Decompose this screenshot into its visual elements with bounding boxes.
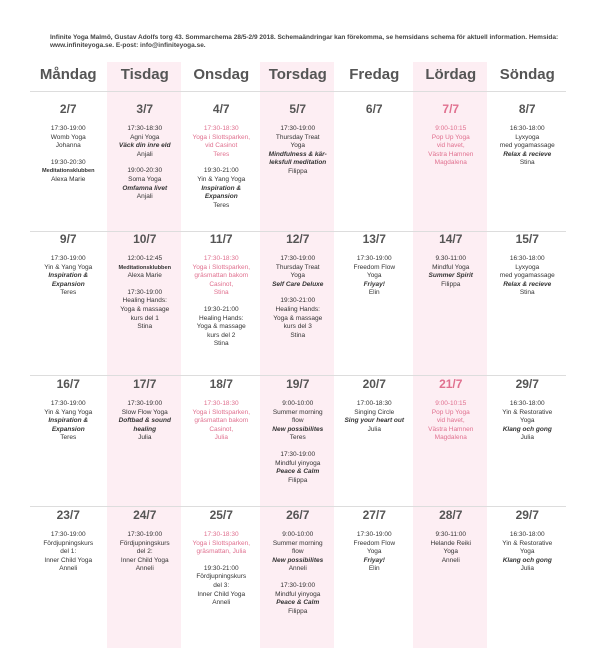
event-line: med yogamassage <box>499 142 555 150</box>
event-time: 16:30-18:00 <box>509 400 545 407</box>
class-event <box>185 306 258 349</box>
event-line: Yoga & massage <box>196 323 246 331</box>
event-line: Stina <box>213 340 229 348</box>
event-line: kurs del 3 <box>283 323 312 331</box>
class-event <box>491 400 564 443</box>
class-event <box>491 125 564 168</box>
class-event <box>262 531 335 574</box>
event-line: Soma Yoga <box>128 175 162 183</box>
event-line: Fördjupningskurs <box>43 539 94 547</box>
class-event <box>262 125 335 177</box>
day-header-thursday: Torsdag <box>268 66 327 83</box>
date-label: 8/7 <box>518 102 536 116</box>
event-line: Lyxyoga <box>515 133 540 141</box>
date-label: 2/7 <box>59 102 77 116</box>
event-time: 17:30-19:00 <box>280 255 316 262</box>
day-header-monday: Måndag <box>39 66 97 83</box>
event-time: 17:30-18:30 <box>203 531 239 538</box>
event-line: Peace & Calm <box>276 468 320 476</box>
event-line: Fördjupningskurs <box>119 539 170 547</box>
event-line: Yoga i Slottsparken, <box>192 539 251 547</box>
date-label: 20/7 <box>362 377 386 391</box>
date-label: 28/7 <box>439 508 463 522</box>
event-line: Stina <box>519 159 535 167</box>
class-event <box>32 400 105 443</box>
event-line: leksfull meditation <box>269 159 327 167</box>
week-row-4 <box>30 498 566 624</box>
event-line: Yoga <box>519 417 535 425</box>
event-line: Anneli <box>59 565 78 573</box>
event-line: Inspiration & <box>201 184 242 192</box>
event-line: Teres <box>213 150 230 158</box>
event-line: Klang och gong <box>502 425 552 433</box>
day-cell <box>183 92 260 218</box>
class-event <box>109 125 182 159</box>
event-line: Healing Hands: <box>122 297 167 305</box>
event-line: Stina <box>213 289 229 297</box>
event-line: Västra Hamnen <box>428 150 474 158</box>
event-line: Yin & Yang Yoga <box>197 175 246 183</box>
event-time: 19:30-21:00 <box>203 167 239 175</box>
day-cell <box>30 367 107 493</box>
event-time: 9.30-11:00 <box>435 255 467 262</box>
event-line: Stina <box>519 289 535 297</box>
event-line: del 3: <box>213 581 230 589</box>
day-cell <box>336 367 413 493</box>
class-event <box>32 159 105 185</box>
class-event <box>491 255 564 298</box>
header-note: Infinite Yoga Malmö, Gustav Adolfs torg 43. Sommarchema 28/5-2/9 2018. Schemaändringar kan förekomma, se hemsidans schema för aktuell information. Hemsida: www.infiniteyoga.se. E-post: info@infiniteyoga.se. <box>50 34 559 49</box>
event-line: del 1: <box>60 548 77 556</box>
event-line: Julia <box>520 565 534 573</box>
date-label: 13/7 <box>362 232 386 246</box>
day-header-friday: Fredag <box>349 66 400 83</box>
event-line: Julia <box>214 434 228 442</box>
date-label: 23/7 <box>56 508 80 522</box>
event-line: Elin <box>368 565 380 573</box>
day-cell <box>489 498 566 624</box>
event-line: Johanna <box>55 142 81 150</box>
event-line: Omfamna livet <box>122 184 168 192</box>
event-line: Yoga <box>290 142 306 150</box>
event-line: Casinot, <box>209 425 234 433</box>
event-line: gräsmattan bakom <box>194 417 249 425</box>
week-row-2 <box>30 222 566 357</box>
event-line: Casinot, <box>209 280 234 288</box>
event-line: Yoga <box>290 272 306 280</box>
event-time: 9:00-10:00 <box>282 531 314 538</box>
event-line: Väck din inre eld <box>118 142 171 150</box>
event-line: Self Care Deluxe <box>272 280 324 288</box>
week-row-1 <box>30 92 566 218</box>
day-cell <box>413 498 490 624</box>
class-event <box>185 255 258 298</box>
class-event <box>415 125 488 168</box>
event-line: Yin & Yang Yoga <box>44 408 93 416</box>
event-line: Filippa <box>288 167 308 175</box>
date-label: 3/7 <box>136 102 154 116</box>
event-line: flow <box>291 548 304 556</box>
event-line: Filippa <box>441 280 461 288</box>
date-label: 29/7 <box>515 508 539 522</box>
event-time: 17:30-19:00 <box>50 400 86 407</box>
date-label: 15/7 <box>515 232 539 246</box>
event-line: Expansion <box>204 193 238 201</box>
event-line: Thursday Treat <box>275 133 320 141</box>
event-line: Mindful yinyoga <box>275 590 321 598</box>
event-line: Agni Yoga <box>130 133 160 141</box>
class-event <box>338 400 411 434</box>
event-line: Healing Hands: <box>275 305 320 313</box>
day-header-wednesday: Onsdag <box>193 66 250 83</box>
event-line: Anjali <box>136 150 153 158</box>
date-label: 7/7 <box>442 102 460 116</box>
event-line: Inner Child Yoga <box>120 556 169 564</box>
event-time: 17:30-19:00 <box>280 125 316 132</box>
event-line: Thursday Treat <box>275 263 320 271</box>
day-cell <box>413 222 490 357</box>
date-label: 9/7 <box>59 232 77 246</box>
day-cell <box>489 222 566 357</box>
event-line: Summer morning <box>272 539 323 547</box>
day-cell <box>260 92 337 218</box>
event-line: gräsmattan bakom <box>194 272 249 280</box>
class-event <box>262 297 335 340</box>
day-cell <box>107 498 184 624</box>
event-line: Yin & Yang Yoga <box>44 263 93 271</box>
class-event <box>185 167 258 210</box>
event-line: Stina <box>137 323 153 331</box>
day-cell <box>183 222 260 357</box>
event-line: Inspiration & <box>48 272 89 280</box>
event-line: Expansion <box>51 280 85 288</box>
class-event <box>32 531 105 574</box>
day-cell <box>260 367 337 493</box>
date-label: 29/7 <box>515 377 539 391</box>
event-time: 9:00-10:15 <box>435 400 467 407</box>
date-label: 4/7 <box>212 102 230 116</box>
event-time: 17:30-19:00 <box>50 255 86 262</box>
date-label: 11/7 <box>209 232 233 246</box>
day-cell <box>107 222 184 357</box>
event-line: Yoga & massage <box>120 305 170 313</box>
event-line: kurs del 2 <box>207 331 236 339</box>
event-time: 19:30-21:00 <box>203 305 239 313</box>
day-cell <box>413 92 490 218</box>
day-cell <box>489 92 566 218</box>
event-line: Julia <box>138 434 152 442</box>
event-line: Julia <box>367 425 381 433</box>
class-event <box>109 289 182 332</box>
event-line: Expansion <box>51 425 85 433</box>
class-event <box>109 255 182 281</box>
event-line: Yin & Restorative <box>502 539 553 547</box>
event-line: healing <box>133 425 157 433</box>
event-line: Mindfulness & kär- <box>268 150 327 158</box>
event-line: Anneli <box>135 565 154 573</box>
class-event <box>32 125 105 151</box>
event-line: Anjali <box>136 193 153 201</box>
day-header-row <box>30 62 566 84</box>
date-label: 12/7 <box>286 232 310 246</box>
event-line: Yoga i Slottsparken, <box>192 408 251 416</box>
event-line: Yoga i Slottsparken, <box>192 263 251 271</box>
day-header-saturday: Lördag <box>425 66 477 83</box>
event-line: Teres <box>60 434 77 442</box>
event-line: Anneli <box>288 565 307 573</box>
event-time: 17:30-19:00 <box>50 531 86 538</box>
event-line: Summer Spirit <box>428 272 473 280</box>
date-label: 24/7 <box>133 508 157 522</box>
day-cell <box>107 367 184 493</box>
event-time: 17:30-18:30 <box>127 125 163 132</box>
event-line: Inner Child Yoga <box>44 556 93 564</box>
day-cell <box>336 92 413 218</box>
class-event <box>185 400 258 443</box>
day-cell <box>30 498 107 624</box>
event-line: New possibilites <box>272 425 324 433</box>
event-time: 19:30-20:30 <box>50 158 86 166</box>
class-event <box>185 565 258 608</box>
day-cell <box>30 92 107 218</box>
class-event <box>415 255 488 289</box>
event-line: Filippa <box>288 607 308 615</box>
event-line: Anneli <box>441 556 460 564</box>
event-line: Alexa Marie <box>51 175 86 183</box>
event-line: Helande Reiki <box>430 539 471 547</box>
class-event <box>262 451 335 485</box>
event-time: 17:30-18:30 <box>203 400 239 407</box>
date-label: 19/7 <box>286 377 310 391</box>
event-line: Klang och gong <box>502 556 552 564</box>
event-time: 19:30-21:00 <box>280 297 316 305</box>
date-label: 18/7 <box>209 377 233 391</box>
event-time: 16:30-18:00 <box>509 255 545 262</box>
event-line: Yoga <box>366 272 382 280</box>
event-line: Yoga <box>366 548 382 556</box>
day-cell <box>260 222 337 357</box>
event-time: 9:00-10:00 <box>282 400 314 407</box>
event-time: 12:00-12:45 <box>127 255 163 262</box>
event-line: Relax & recieve <box>503 150 552 158</box>
event-time: 17:30-18:30 <box>203 255 239 262</box>
event-line: Pop Up Yoga <box>431 133 470 141</box>
date-label: 21/7 <box>439 377 463 391</box>
day-header-sunday: Söndag <box>499 66 555 83</box>
event-line: Teres <box>213 201 230 209</box>
event-line: Lyxyoga <box>515 263 540 271</box>
class-event <box>109 167 182 201</box>
date-label: 26/7 <box>286 508 310 522</box>
event-time: 9:30-11:00 <box>435 531 467 538</box>
event-time: 17:30-19:00 <box>127 531 163 538</box>
class-event <box>262 400 335 443</box>
day-cell <box>107 92 184 218</box>
day-cell <box>336 222 413 357</box>
event-line: Inspiration & <box>48 417 89 425</box>
event-time: 17:30-19:00 <box>280 581 316 589</box>
event-time: 17:30-18:30 <box>203 125 239 132</box>
event-line: New possibilites <box>272 556 324 564</box>
date-label: 25/7 <box>209 508 233 522</box>
event-line: Friyay! <box>363 556 385 564</box>
event-line: Pop Up Yoga <box>431 408 470 416</box>
day-header-tuesday: Tisdag <box>120 66 169 83</box>
event-line: Relax & recieve <box>503 280 552 288</box>
class-event <box>415 400 488 443</box>
class-event <box>109 400 182 443</box>
event-time: 17:30-19:00 <box>280 450 316 458</box>
event-line: Yoga <box>519 548 535 556</box>
class-event <box>262 255 335 289</box>
event-line: Meditationsklubben <box>118 264 172 271</box>
day-cell <box>336 498 413 624</box>
event-line: Västra Hamnen <box>428 425 474 433</box>
event-time: 17:30-19:00 <box>356 255 392 262</box>
date-label: 5/7 <box>289 102 307 116</box>
day-cell <box>260 498 337 624</box>
event-line: Magdalena <box>434 159 467 167</box>
day-cell <box>413 367 490 493</box>
event-time: 19:30-21:00 <box>203 564 239 572</box>
event-line: gräsmattan, Julia <box>196 548 246 556</box>
event-line: Summer morning <box>272 408 323 416</box>
class-event <box>415 531 488 565</box>
event-line: Mindful yinyoga <box>275 459 321 467</box>
date-label: 17/7 <box>133 377 157 391</box>
event-line: kurs del 1 <box>130 314 159 322</box>
class-event <box>491 531 564 574</box>
class-event <box>32 255 105 298</box>
event-line: med yogamassage <box>499 272 555 280</box>
event-line: Sing your heart out <box>344 417 405 425</box>
event-line: Meditationsklubben <box>41 168 95 175</box>
week-row-3 <box>30 367 566 493</box>
event-line: Peace & Calm <box>276 599 320 607</box>
event-line: Yoga <box>443 548 459 556</box>
event-line: Teres <box>289 434 306 442</box>
date-label: 10/7 <box>133 232 157 246</box>
event-line: Elin <box>368 289 380 297</box>
event-line: Anneli <box>212 599 231 607</box>
event-line: Yin & Restorative <box>502 408 553 416</box>
event-line: Inner Child Yoga <box>197 590 246 598</box>
day-cell <box>30 222 107 357</box>
event-line: Julia <box>520 434 534 442</box>
event-line: Yoga i Slottsparken, <box>192 133 251 141</box>
class-event <box>338 531 411 574</box>
event-line: Friyay! <box>363 280 385 288</box>
event-line: Singing Circle <box>354 408 395 416</box>
event-line: vid havet, <box>436 417 465 425</box>
event-line: Doftbad & sound <box>118 417 171 425</box>
date-label: 27/7 <box>362 508 386 522</box>
event-line: Freedom Flow <box>353 539 396 547</box>
event-time: 17:30-19:00 <box>356 531 392 538</box>
class-event <box>109 531 182 574</box>
event-time: 17:30-19:00 <box>50 125 86 132</box>
class-event <box>185 125 258 159</box>
event-time: 19:00-20:30 <box>127 167 163 175</box>
event-line: Slow Flow Yoga <box>121 408 168 416</box>
class-event <box>185 531 258 557</box>
event-line: Alexa Marie <box>127 272 162 280</box>
event-line: flow <box>291 417 304 425</box>
event-line: Freedom Flow <box>353 263 396 271</box>
event-line: del 2: <box>136 548 153 556</box>
date-label: 16/7 <box>56 377 80 391</box>
class-event <box>262 582 335 616</box>
date-label: 6/7 <box>365 102 383 116</box>
day-cell <box>183 498 260 624</box>
event-time: 16:30-18:00 <box>509 531 545 538</box>
event-time: 17:30-19:00 <box>127 288 163 296</box>
day-cell <box>183 367 260 493</box>
event-line: Healing Hands: <box>199 314 244 322</box>
event-time: 17:30-19:00 <box>127 400 163 407</box>
event-time: 17:00-18:30 <box>356 400 392 407</box>
event-line: Teres <box>60 289 77 297</box>
date-label: 14/7 <box>439 232 463 246</box>
event-line: vid Casinot <box>205 142 238 150</box>
event-line: Filippa <box>288 476 308 484</box>
event-line: Stina <box>290 331 306 339</box>
event-line: Mindful Yoga <box>432 263 470 271</box>
event-time: 16:30-18:00 <box>509 125 545 132</box>
event-line: Yoga & massage <box>273 314 323 322</box>
event-line: Womb Yoga <box>50 133 86 141</box>
event-line: Magdalena <box>434 434 467 442</box>
class-event <box>338 255 411 298</box>
event-line: Fördjupningskurs <box>196 573 247 581</box>
event-time: 9:00-10:15 <box>435 125 467 132</box>
day-cell <box>489 367 566 493</box>
event-line: vid havet, <box>436 142 465 150</box>
